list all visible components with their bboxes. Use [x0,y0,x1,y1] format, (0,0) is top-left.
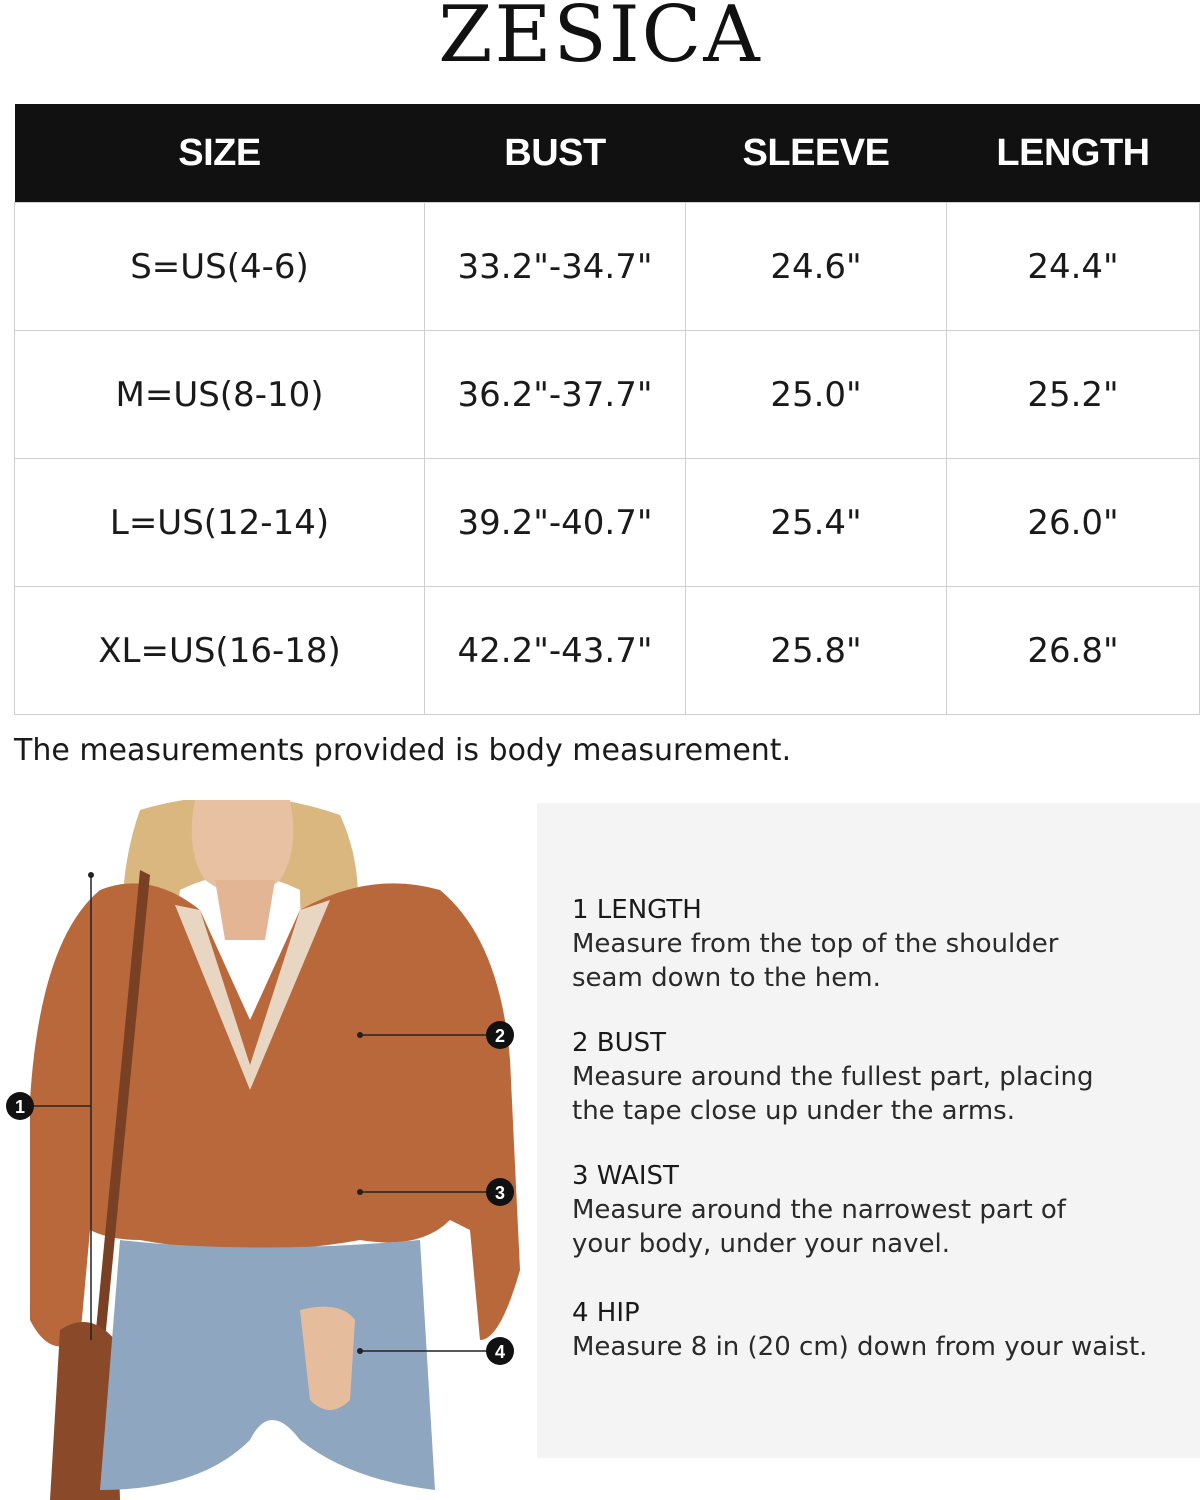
guide-desc: Measure 8 in (20 cm) down from your waist. [572,1332,1148,1362]
guide-desc: Measure around the narrowest part of [572,1195,1066,1225]
sleeve-cell: 24.6" [686,203,947,331]
guide-length [572,893,1172,995]
guide-title: 2 BUST [572,1028,667,1058]
marker-3 [486,1178,514,1206]
size-cell: M=US(8-10) [15,331,425,459]
guide-desc: Measure from the top of the shoulder [572,929,1059,959]
measurement-note: The measurements provided is body measurement. [14,733,792,768]
bust-cell: 42.2"-43.7" [425,587,686,715]
length-cell: 26.0" [947,459,1200,587]
length-cell: 24.4" [947,203,1200,331]
sleeve-cell: 25.0" [686,331,947,459]
size-cell: L=US(12-14) [15,459,425,587]
guide-desc: the tape close up under the arms. [572,1096,1015,1126]
header-size: SIZE [15,104,425,203]
marker-1 [6,1092,34,1120]
table-row [15,203,1200,331]
length-cell: 26.8" [947,587,1200,715]
svg-text:4: 4 [494,1342,506,1362]
table-row [15,331,1200,459]
header-length: LENGTH [947,104,1200,203]
table-header-row [15,104,1200,203]
guide-title: 3 WAIST [572,1161,679,1191]
guide-title: 4 HIP [572,1298,640,1328]
sleeve-cell: 25.4" [686,459,947,587]
bust-cell: 39.2"-40.7" [425,459,686,587]
marker-2 [486,1021,514,1049]
bust-cell: 36.2"-37.7" [425,331,686,459]
model-photo [0,800,530,1500]
guide-title: 1 LENGTH [572,895,702,925]
guide-desc: seam down to the hem. [572,963,881,993]
size-cell: S=US(4-6) [15,203,425,331]
bust-cell: 33.2"-34.7" [425,203,686,331]
brand-logo: ZESICA [438,0,762,80]
header-sleeve: SLEEVE [686,104,947,203]
guide-waist [572,1159,1172,1261]
table-row [15,459,1200,587]
guide-desc: Measure around the fullest part, placing [572,1062,1094,1092]
size-cell: XL=US(16-18) [15,587,425,715]
guide-hip [572,1296,1172,1364]
guide-desc: your body, under your navel. [572,1229,950,1259]
length-cell: 25.2" [947,331,1200,459]
marker-4 [486,1337,514,1365]
svg-text:3: 3 [494,1183,506,1203]
guide-bust [572,1026,1172,1128]
svg-text:1: 1 [14,1097,26,1117]
header-bust: BUST [425,104,686,203]
size-chart-table [14,104,1200,715]
table-row [15,587,1200,715]
sleeve-cell: 25.8" [686,587,947,715]
svg-text:2: 2 [494,1026,506,1046]
